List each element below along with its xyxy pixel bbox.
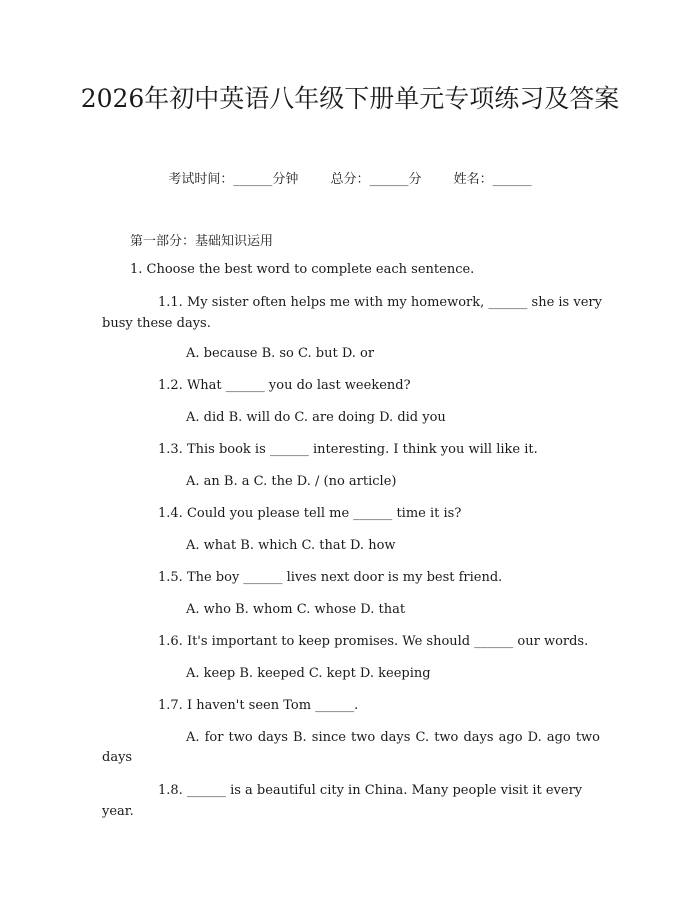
question-1-2: 1.2. What ______ you do last weekend? bbox=[158, 378, 411, 393]
options-1-4: A. what B. which C. that D. how bbox=[186, 538, 396, 553]
exam-time: 考试时间：______分钟 bbox=[168, 172, 299, 187]
question-1-7: 1.7. I haven't seen Tom ______. bbox=[158, 698, 359, 713]
question-1-8: 1.8. ______ is a beautiful city in China. Many people visit it every year. bbox=[102, 783, 583, 819]
question-1-6: 1.6. It's important to keep promises. We should ______ our words. bbox=[158, 634, 589, 649]
question-1-3: 1.3. This book is ______ interesting. I think you will like it. bbox=[158, 442, 538, 457]
exam-total-score: 总分：______分 bbox=[330, 172, 422, 187]
question-1-4: 1.4. Could you please tell me ______ time it is? bbox=[158, 506, 462, 521]
options-1-3: A. an B. a C. the D. / (no article) bbox=[186, 474, 397, 489]
options-1-1: A. because B. so C. but D. or bbox=[186, 346, 375, 361]
question-1-1: 1.1. My sister often helps me with my homework, ______ she is very busy these days. bbox=[102, 295, 602, 331]
question-1-5: 1.5. The boy ______ lives next door is my best friend. bbox=[158, 570, 503, 585]
exam-name-field: 姓名：______ bbox=[453, 172, 532, 187]
options-1-6: A. keep B. keeped C. kept D. keeping bbox=[186, 666, 431, 681]
options-1-7: A. for two days B. since two days C. two days ago D. ago two days bbox=[102, 730, 600, 765]
options-1-5: A. who B. whom C. whose D. that bbox=[186, 602, 406, 617]
question-1-instruction: 1. Choose the best word to complete each sentence. bbox=[130, 262, 475, 277]
section-heading: 第一部分：基础知识运用 bbox=[130, 234, 274, 249]
options-1-2: A. did B. will do C. are doing D. did you bbox=[186, 410, 446, 425]
exam-info bbox=[0, 168, 700, 187]
document-title: 2026年初中英语八年级下册单元专项练习及答案 bbox=[80, 84, 620, 113]
